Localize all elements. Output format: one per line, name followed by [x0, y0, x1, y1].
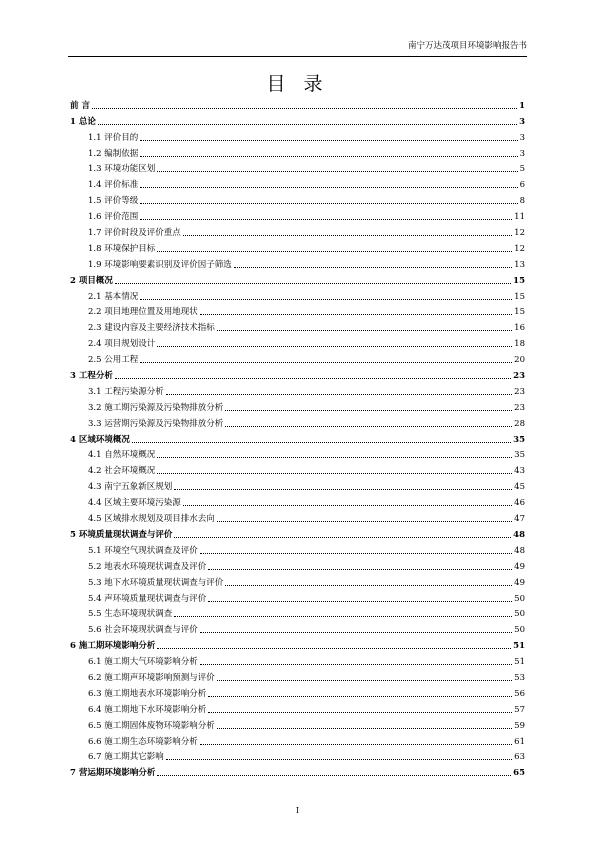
toc-entry[interactable] — [70, 366, 525, 382]
toc-entry[interactable] — [70, 287, 525, 303]
toc-leader-dots — [157, 171, 517, 172]
toc-entry-label: 1.6 评价范围 — [88, 212, 139, 223]
toc-entry-page: 57 — [514, 704, 525, 715]
toc-leader-dots — [166, 759, 512, 760]
page-number: I — [295, 806, 300, 815]
toc-entry-page: 3 — [519, 148, 525, 159]
toc-entry[interactable] — [70, 716, 525, 732]
toc-entry[interactable] — [70, 382, 525, 398]
toc-entry-page: 53 — [514, 672, 525, 683]
toc-leader-dots — [217, 330, 512, 331]
toc-entry-label: 6.2 施工期声环境影响预测与评价 — [88, 672, 215, 683]
toc-entry[interactable] — [70, 748, 525, 764]
toc-entry[interactable] — [70, 414, 525, 430]
toc-entry-label: 2.1 基本情况 — [88, 291, 139, 302]
toc-entry-label: 1.3 环境功能区划 — [88, 164, 156, 175]
toc-entry-label: 4.1 自然环境概况 — [88, 450, 156, 461]
toc-leader-dots — [140, 203, 517, 204]
toc-entry[interactable] — [70, 318, 525, 334]
toc-entry-label: 6.6 施工期生态环境影响分析 — [88, 736, 198, 747]
toc-entry[interactable] — [70, 509, 525, 525]
toc-entry-label: 1.4 评价标准 — [88, 180, 139, 191]
toc-entry[interactable] — [70, 175, 525, 191]
toc-entry-page: 35 — [513, 434, 525, 445]
header-rule — [68, 56, 527, 57]
toc-entry[interactable] — [70, 160, 525, 176]
toc-leader-dots — [115, 283, 511, 284]
toc-entry-page: 46 — [514, 498, 525, 509]
toc-entry-page: 20 — [514, 355, 525, 366]
toc-entry[interactable] — [70, 493, 525, 509]
toc-entry-label: 6.3 施工期地表水环境影响分析 — [88, 688, 207, 699]
toc-leader-dots — [217, 521, 512, 522]
toc-entry[interactable] — [70, 732, 525, 748]
toc-entry[interactable] — [70, 668, 525, 684]
toc-entry[interactable] — [70, 541, 525, 557]
toc-entry[interactable] — [70, 207, 525, 223]
toc-leader-dots — [174, 537, 511, 538]
toc-entry-label: 1 总论 — [70, 116, 96, 127]
toc-leader-dots — [208, 569, 512, 570]
toc-entry[interactable] — [70, 605, 525, 621]
toc-leader-dots — [98, 124, 517, 125]
toc-leader-dots — [217, 680, 512, 681]
toc-leader-dots — [157, 457, 512, 458]
toc-entry-page: 15 — [514, 307, 525, 318]
toc-entry-page: 49 — [514, 561, 525, 572]
toc-entry-label: 4.4 区域主要环境污染源 — [88, 498, 181, 509]
toc-entry-label: 前 言 — [70, 100, 90, 111]
toc-entry[interactable] — [70, 191, 525, 207]
toc-leader-dots — [132, 442, 511, 443]
toc-entry[interactable] — [70, 557, 525, 573]
toc-leader-dots — [200, 314, 512, 315]
toc-entry-page: 28 — [514, 418, 525, 429]
toc-leader-dots — [174, 489, 512, 490]
toc-entry-page: 16 — [514, 323, 525, 334]
toc-entry[interactable] — [70, 239, 525, 255]
toc-leader-dots — [217, 728, 512, 729]
toc-entry-label: 6.1 施工期大气环境影响分析 — [88, 657, 198, 668]
toc-entry-page: 48 — [514, 545, 525, 556]
toc-entry-page: 5 — [519, 164, 525, 175]
toc-leader-dots — [208, 712, 512, 713]
toc-entry[interactable] — [70, 334, 525, 350]
toc-leader-dots — [200, 664, 512, 665]
toc-entry-label: 1.7 评价时段及评价重点 — [88, 228, 181, 239]
toc-leader-dots — [200, 553, 512, 554]
toc-entry[interactable] — [70, 477, 525, 493]
toc-entry-page: 11 — [514, 212, 525, 223]
toc-entry-label: 4.5 区域排水规划及项目排水去向 — [88, 514, 215, 525]
toc-entry[interactable] — [70, 112, 525, 128]
toc-entry-page: 47 — [514, 514, 525, 525]
running-header: 南宁万达茂项目环境影响报告书 — [407, 41, 527, 51]
toc-entry-page: 43 — [514, 466, 525, 477]
toc-leader-dots — [140, 299, 512, 300]
toc-leader-dots — [200, 744, 512, 745]
toc-entry-label: 5.5 生态环境现状调查 — [88, 609, 173, 620]
toc-entry-page: 63 — [514, 752, 525, 763]
toc-entry-label: 4.2 社会环境概况 — [88, 466, 156, 477]
toc-entry-page: 61 — [514, 736, 525, 747]
toc-entry-label: 6.4 施工期地下水环境影响分析 — [88, 704, 207, 715]
toc-entry-label: 6 施工期环境影响分析 — [70, 641, 156, 652]
toc-leader-dots — [225, 426, 512, 427]
toc-entry[interactable] — [70, 144, 525, 160]
toc-entry-label: 5.1 环境空气现状调查及评价 — [88, 545, 198, 556]
toc-entry[interactable] — [70, 700, 525, 716]
toc-leader-dots — [92, 108, 517, 109]
toc-entry-label: 4 区域环境概况 — [70, 434, 130, 445]
toc-entry[interactable] — [70, 255, 525, 271]
toc-entry-label: 3 工程分析 — [70, 371, 113, 382]
toc-entry[interactable] — [70, 636, 525, 652]
toc-entry-page: 18 — [514, 339, 525, 350]
toc-entry[interactable] — [70, 271, 525, 287]
toc-entry-page: 65 — [513, 768, 525, 779]
toc-leader-dots — [183, 505, 512, 506]
toc-entry-label: 6.5 施工期固体废物环境影响分析 — [88, 720, 215, 731]
toc-leader-dots — [234, 267, 512, 268]
toc-entry-page: 35 — [514, 450, 525, 461]
toc-entry-label: 2.5 公用工程 — [88, 355, 139, 366]
toc-leader-dots — [157, 251, 512, 252]
toc-entry-page: 23 — [514, 386, 525, 397]
toc-entry-label: 1.5 评价等级 — [88, 196, 139, 207]
toc-title: 目 录 — [266, 73, 329, 95]
toc-leader-dots — [225, 410, 512, 411]
toc-entry[interactable] — [70, 430, 525, 446]
table-of-contents — [70, 96, 525, 779]
toc-entry-page: 1 — [519, 100, 525, 111]
toc-entry-label: 1.1 评价目的 — [88, 132, 139, 143]
toc-entry[interactable] — [70, 763, 525, 779]
toc-entry-label: 1.2 编制依据 — [88, 148, 139, 159]
toc-entry[interactable] — [70, 446, 525, 462]
toc-entry[interactable] — [70, 303, 525, 319]
toc-entry-page: 8 — [519, 196, 525, 207]
toc-entry-page: 51 — [514, 657, 525, 668]
toc-entry[interactable] — [70, 96, 525, 112]
toc-leader-dots — [166, 394, 512, 395]
toc-leader-dots — [157, 775, 511, 776]
toc-leader-dots — [225, 585, 512, 586]
toc-entry[interactable] — [70, 620, 525, 636]
toc-entry-page: 59 — [514, 720, 525, 731]
toc-entry-label: 5.2 地表水环境现状调查及评价 — [88, 561, 207, 572]
toc-leader-dots — [140, 219, 512, 220]
toc-entry[interactable] — [70, 525, 525, 541]
toc-entry[interactable] — [70, 652, 525, 668]
toc-entry-label: 3.2 施工期污染源及污染物排放分析 — [88, 402, 224, 413]
toc-entry-label: 2 项目概况 — [70, 275, 113, 286]
toc-leader-dots — [140, 362, 512, 363]
toc-entry-page: 50 — [514, 625, 525, 636]
toc-entry[interactable] — [70, 128, 525, 144]
toc-leader-dots — [208, 601, 512, 602]
toc-entry-label: 2.2 项目地理位置及用地现状 — [88, 307, 198, 318]
toc-entry-label: 5 环境质量现状调查与评价 — [70, 529, 173, 540]
toc-entry-label: 3.1 工程污染源分析 — [88, 386, 164, 397]
toc-entry-page: 50 — [514, 593, 525, 604]
toc-leader-dots — [140, 140, 517, 141]
toc-entry[interactable] — [70, 350, 525, 366]
toc-entry-page: 3 — [519, 116, 525, 127]
toc-entry[interactable] — [70, 573, 525, 589]
toc-entry-page: 12 — [514, 228, 525, 239]
toc-entry-label: 2.4 项目规划设计 — [88, 339, 156, 350]
toc-entry-page: 56 — [514, 688, 525, 699]
toc-leader-dots — [157, 473, 512, 474]
toc-entry-page: 49 — [514, 577, 525, 588]
toc-entry[interactable] — [70, 684, 525, 700]
toc-entry-label: 1.8 环境保护目标 — [88, 243, 156, 254]
toc-entry-label: 5.3 地下水环境质量现状调查与评价 — [88, 577, 224, 588]
toc-entry-page: 50 — [514, 609, 525, 620]
toc-entry-label: 4.3 南宁五象新区规划 — [88, 482, 173, 493]
toc-entry[interactable] — [70, 461, 525, 477]
toc-entry-label: 6.7 施工期其它影响 — [88, 752, 164, 763]
toc-entry-page: 12 — [514, 243, 525, 254]
toc-entry-page: 51 — [513, 641, 525, 652]
toc-leader-dots — [208, 696, 512, 697]
toc-entry-label: 5.4 声环境质量现状调查与评价 — [88, 593, 207, 604]
toc-leader-dots — [140, 187, 517, 188]
toc-entry-page: 23 — [514, 402, 525, 413]
toc-entry-label: 3.3 运营期污染源及污染物排放分析 — [88, 418, 224, 429]
toc-entry-page: 15 — [514, 291, 525, 302]
toc-entry-page: 48 — [513, 529, 525, 540]
toc-entry-page: 13 — [514, 259, 525, 270]
toc-entry-page: 23 — [513, 371, 525, 382]
toc-leader-dots — [183, 235, 512, 236]
toc-leader-dots — [200, 632, 512, 633]
toc-entry-label: 2.3 建设内容及主要经济技术指标 — [88, 323, 215, 334]
toc-entry-page: 3 — [519, 132, 525, 143]
toc-entry-page: 6 — [519, 180, 525, 191]
toc-leader-dots — [157, 648, 511, 649]
toc-entry-page: 15 — [513, 275, 525, 286]
toc-entry[interactable] — [70, 223, 525, 239]
toc-entry-page: 45 — [514, 482, 525, 493]
toc-entry[interactable] — [70, 398, 525, 414]
toc-leader-dots — [174, 616, 512, 617]
toc-leader-dots — [157, 346, 512, 347]
toc-entry-label: 1.9 环境影响要素识别及评价因子筛选 — [88, 259, 232, 270]
toc-leader-dots — [115, 378, 511, 379]
toc-entry[interactable] — [70, 589, 525, 605]
toc-entry-label: 5.6 社会环境现状调查与评价 — [88, 625, 198, 636]
toc-entry-label: 7 营运期环境影响分析 — [70, 768, 156, 779]
toc-leader-dots — [140, 156, 517, 157]
